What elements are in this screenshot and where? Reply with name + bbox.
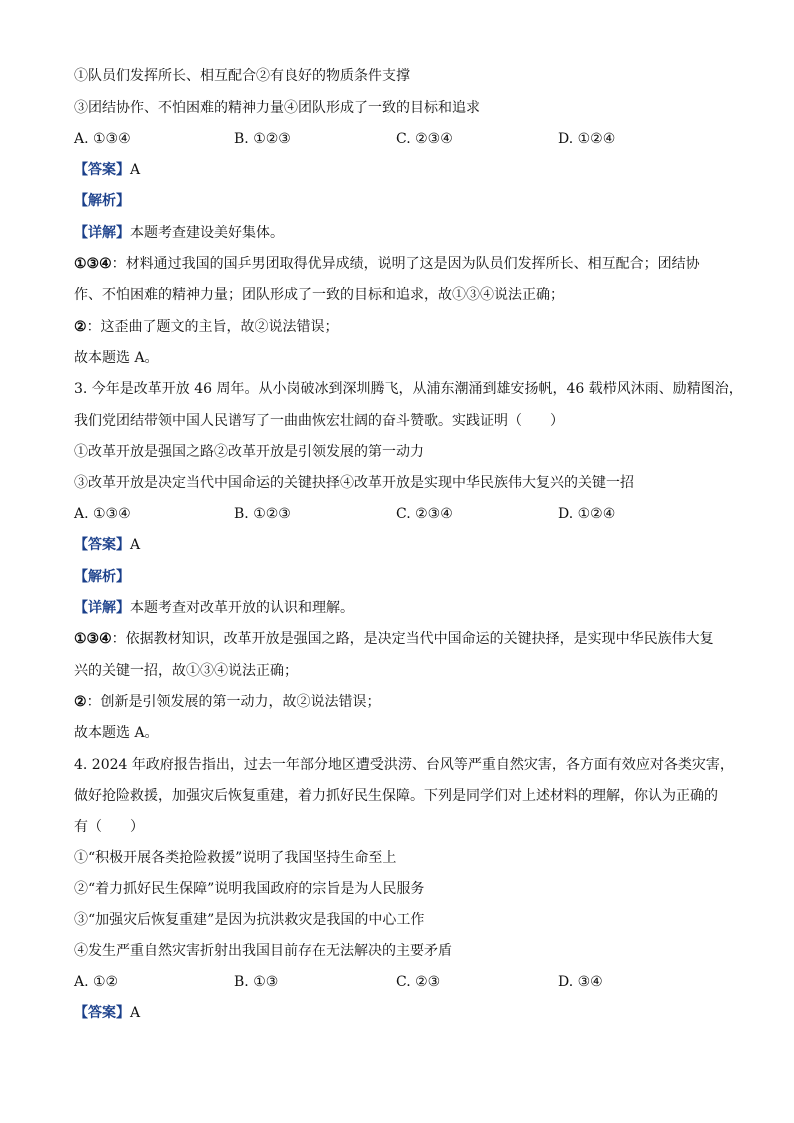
q4-answer: [74, 1004, 140, 1022]
detail-text: 本题考查建设美好集体。: [130, 225, 284, 241]
exp2-text: ：创新是引领发展的第一动力，故②说法错误；: [86, 694, 381, 710]
answer-value: A: [130, 1005, 141, 1021]
answer-tag: 【答案】: [74, 1005, 130, 1021]
q3-option-b[interactable]: B. ①②③: [234, 506, 291, 522]
q3-conclusion: 故本题选 A。: [74, 725, 159, 741]
q4-option-d[interactable]: D. ③④: [558, 974, 603, 990]
q4-item-1: ①“积极开展各类抢险救援”说明了我国坚持生命至上: [74, 850, 397, 866]
q2-option-d[interactable]: D. ①②④: [558, 131, 616, 147]
q4-stem-line-3: 有（ ）: [74, 819, 144, 835]
q3-explanation-1a: [74, 630, 714, 648]
q3-detail: [74, 599, 354, 617]
q3-answer: [74, 536, 140, 554]
q2-choice-line-2: ③团结协作、不怕困难的精神力量④团队形成了一致的目标和追求: [74, 100, 480, 116]
q3-option-d[interactable]: D. ①②④: [558, 506, 616, 522]
detail-tag: 【详解】: [74, 225, 130, 241]
answer-tag: 【答案】: [74, 537, 130, 553]
detail-text: 本题考查对改革开放的认识和理解。: [130, 600, 354, 616]
q2-option-b[interactable]: B. ①②③: [234, 131, 291, 147]
q2-choice-line-1: ①队员们发挥所长、相互配合②有良好的物质条件支撑: [74, 68, 410, 84]
q4-options: [74, 973, 724, 991]
q4-stem-line-2: 做好抢险救援，加强灾后恢复重建，着力抓好民生保障。下列是同学们对上述材料的理解，你认为正确的: [74, 788, 718, 804]
q2-explanation-2: [74, 318, 339, 336]
analysis-tag: 【解析】: [74, 569, 130, 585]
q2-detail: [74, 224, 284, 242]
exp1-label: ①③④: [74, 631, 112, 647]
q3-analysis-tag: [74, 568, 130, 586]
q2-answer: [74, 161, 140, 179]
q4-option-c[interactable]: C. ②③: [396, 974, 441, 990]
q3-options: [74, 505, 724, 523]
q4-stem-line-1: 4. 2024 年政府报告指出，过去一年部分地区遭受洪涝、台风等严重自然灾害，各方面有效应对各类灾害，: [74, 757, 734, 773]
answer-value: A: [130, 537, 141, 553]
q2-option-c[interactable]: C. ②③④: [396, 131, 453, 147]
exp1-text: ：依据教材知识，改革开放是强国之路，是决定当代中国命运的关键抉择，是实现中华民族伟大复: [111, 631, 714, 647]
q2-explanation-1b: 作、不怕困难的精神力量；团队形成了一致的目标和追求，故①③④说法正确；: [74, 287, 564, 303]
q3-option-a[interactable]: A. ①③④: [74, 506, 131, 522]
q4-option-a[interactable]: A. ①②: [74, 974, 119, 990]
q2-conclusion: 故本题选 A。: [74, 350, 159, 366]
q2-options: [74, 130, 724, 148]
exp1-label: ①③④: [74, 256, 112, 272]
q2-option-a[interactable]: A. ①③④: [74, 131, 131, 147]
answer-tag: 【答案】: [74, 162, 130, 178]
exp2-label: ②: [74, 319, 87, 335]
detail-tag: 【详解】: [74, 600, 130, 616]
exp2-label: ②: [74, 694, 87, 710]
answer-value: A: [130, 162, 141, 178]
q3-choice-line-2: ③改革开放是决定当代中国命运的关键抉择④改革开放是实现中华民族伟大复兴的关键一招: [74, 475, 634, 491]
q4-item-4: ④发生严重自然灾害折射出我国目前存在无法解决的主要矛盾: [74, 943, 452, 959]
q3-stem-line-1: 3. 今年是改革开放 46 周年。从小岗破冰到深圳腾飞，从浦东潮涌到雄安扬帆，46 载栉风沐雨、励精图治，: [74, 381, 743, 397]
q3-option-c[interactable]: C. ②③④: [396, 506, 453, 522]
analysis-tag: 【解析】: [74, 193, 130, 209]
exp1-text: ：材料通过我国的国乒男团取得优异成绩，说明了这是因为队员们发挥所长、相互配合；团结协: [111, 256, 700, 272]
q3-stem-line-2: 我们党团结带领中国人民谱写了一曲曲恢宏壮阔的奋斗赞歌。实践证明（ ）: [74, 413, 564, 429]
q3-choice-line-1: ①改革开放是强国之路②改革开放是引领发展的第一动力: [74, 444, 424, 460]
exp2-text: ：这歪曲了题文的主旨，故②说法错误；: [86, 319, 339, 335]
q4-option-b[interactable]: B. ①③: [234, 974, 279, 990]
q4-item-2: ②“着力抓好民生保障”说明我国政府的宗旨是为人民服务: [74, 881, 425, 897]
q3-explanation-2: [74, 693, 381, 711]
q2-explanation-1a: [74, 255, 700, 273]
q4-item-3: ③“加强灾后恢复重建”是因为抗洪救灾是我国的中心工作: [74, 912, 425, 928]
q3-explanation-1b: 兴的关键一招，故①③④说法正确；: [74, 663, 298, 679]
q2-analysis-tag: [74, 192, 130, 210]
